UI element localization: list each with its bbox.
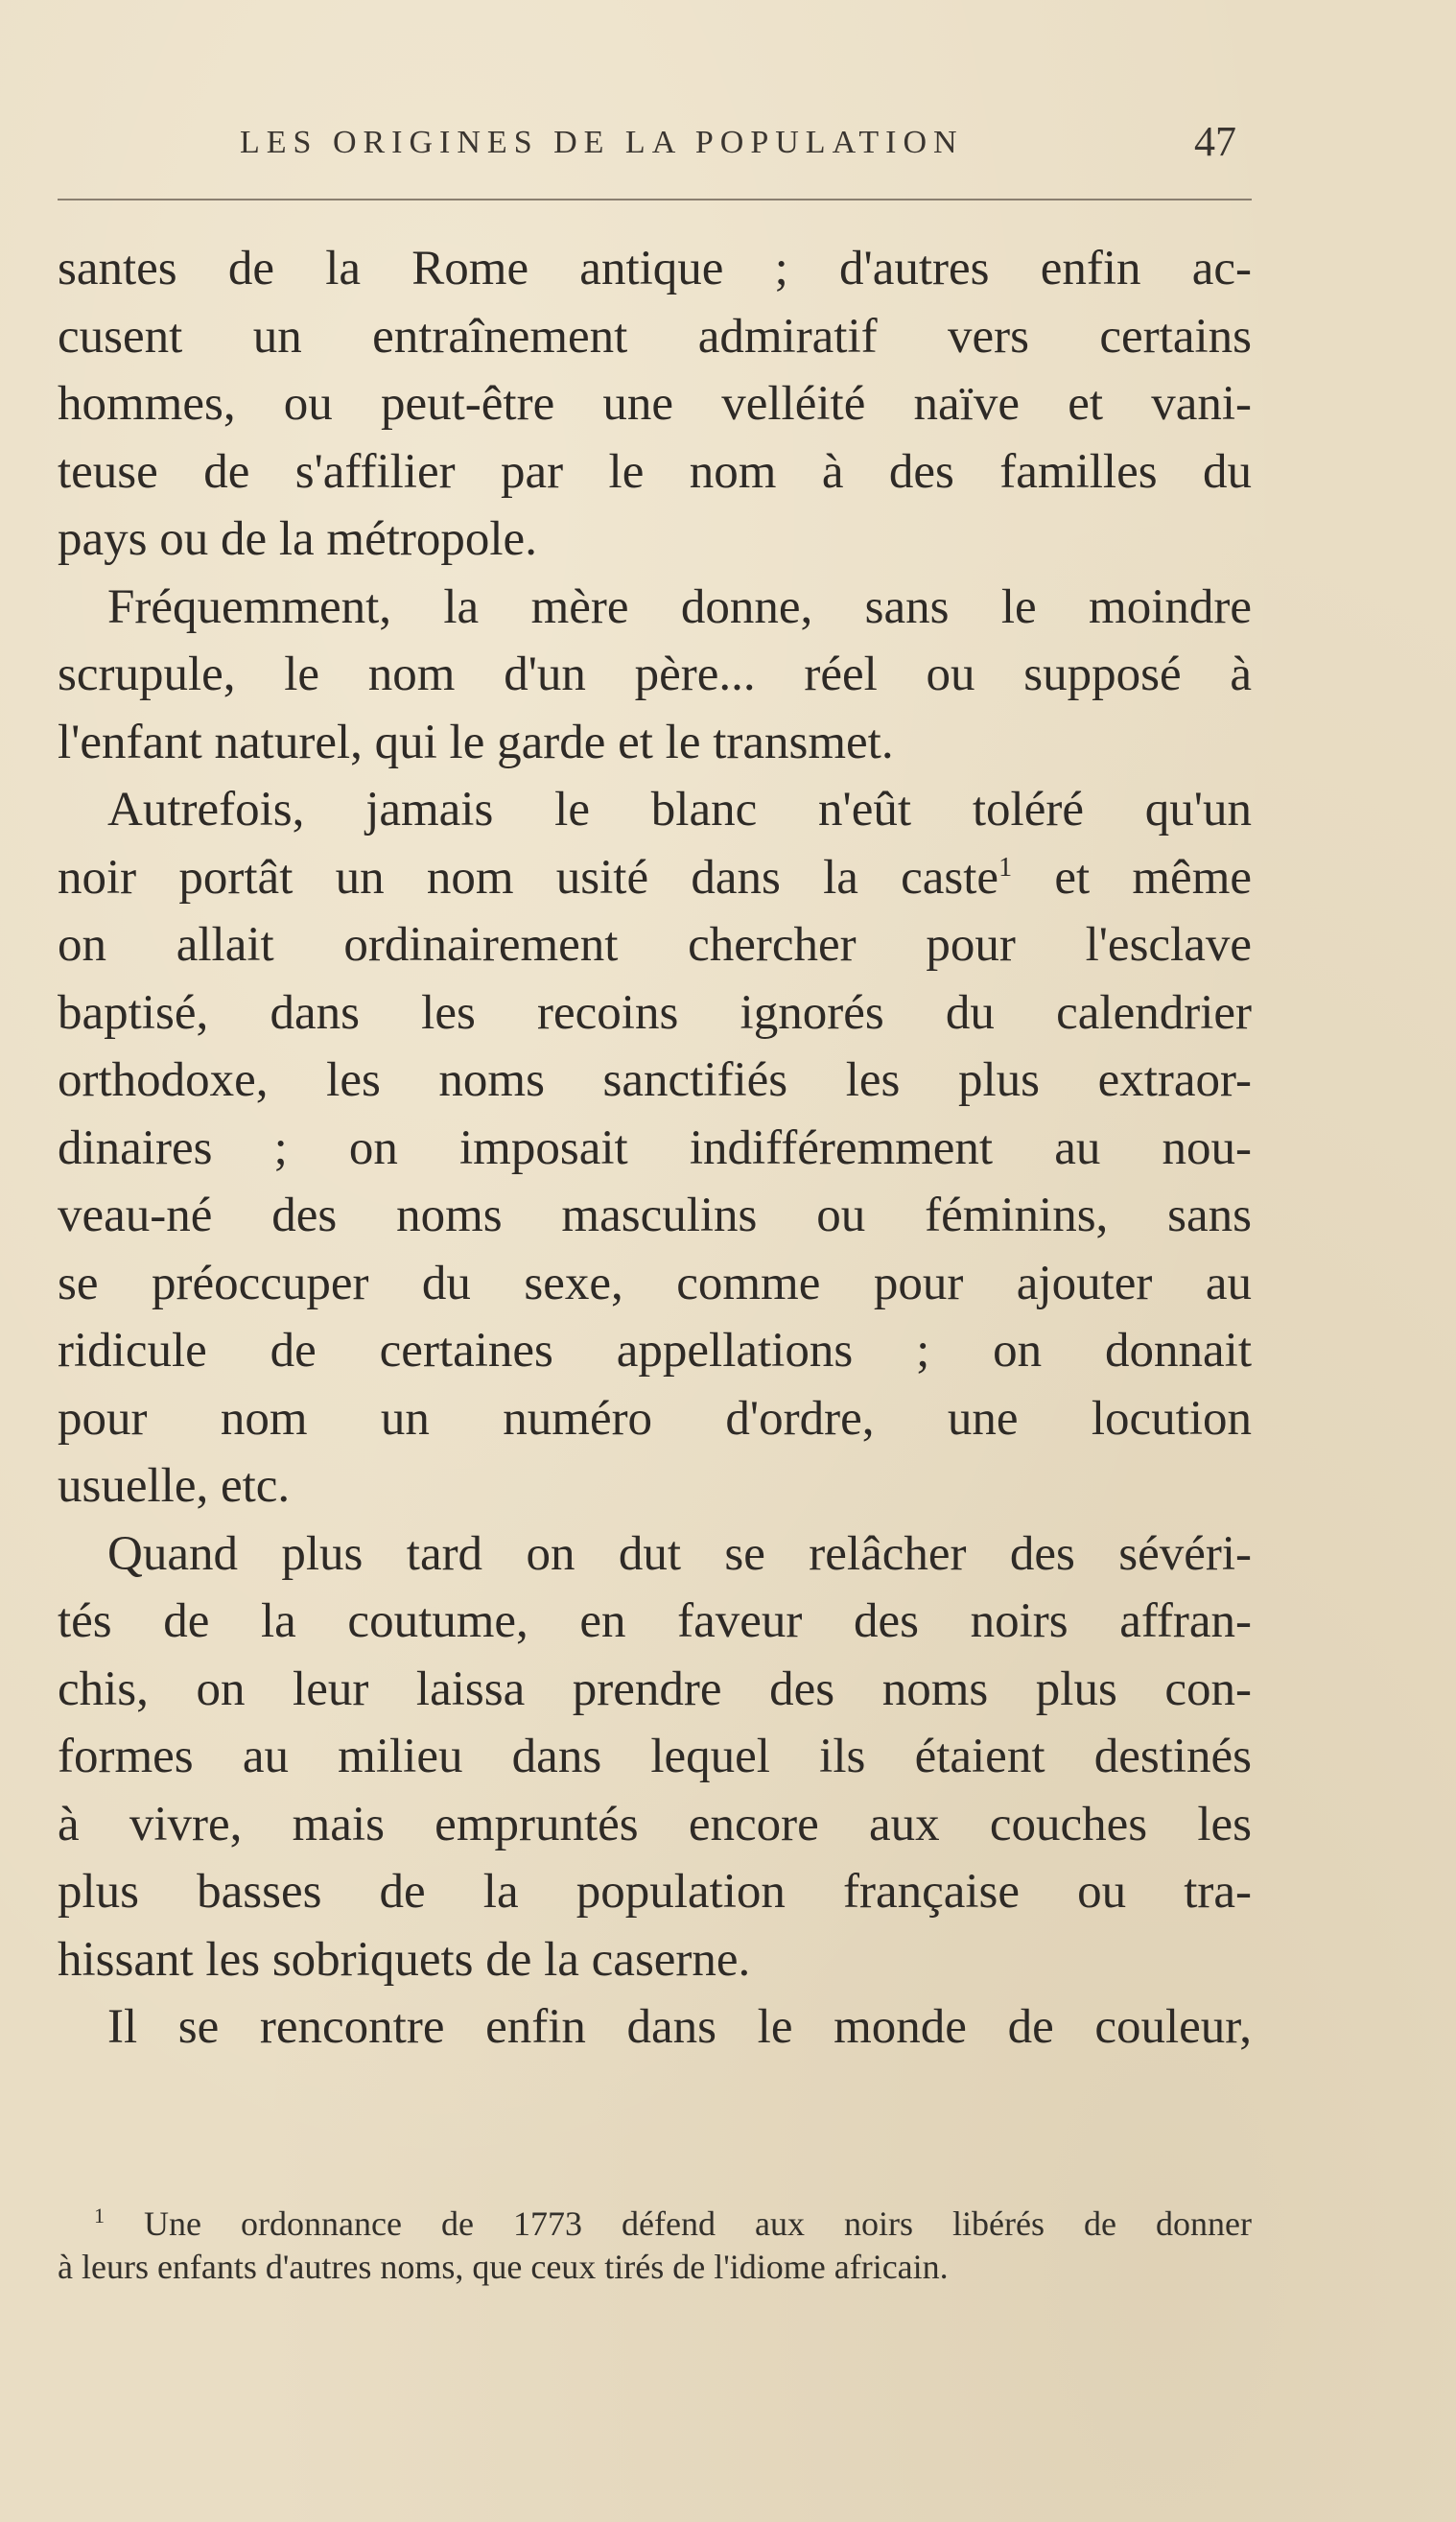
- text-line: hommes, ou peut-être une velléité naïve et vani-: [58, 377, 1252, 431]
- text-line: Fréquemment, la mère donne, sans le moindre: [107, 579, 1252, 634]
- running-title: LES ORIGINES DE LA POPULATION: [240, 125, 964, 160]
- footnote-text: Une ordonnance de 1773 défend aux noirs libérés de donner: [144, 2204, 1252, 2243]
- footnote-marker: 1: [94, 2204, 105, 2227]
- text-line: à vivre, mais empruntés encore aux couches les: [58, 1797, 1252, 1851]
- text-line: orthodoxe, les noms sanctifiés les plus extraor-: [58, 1053, 1252, 1107]
- text-line: Quand plus tard on dut se relâcher des sévéri-: [107, 1526, 1252, 1581]
- header-rule: [58, 199, 1252, 200]
- footnote-line: à leurs enfants d'autres noms, que ceux tirés de l'idiome africain.: [58, 2248, 949, 2286]
- text-line: se préoccuper du sexe, comme pour ajouter au: [58, 1256, 1252, 1310]
- text-line: pays ou de la métropole.: [58, 512, 537, 566]
- text-line: veau-né des noms masculins ou féminins, sans: [58, 1189, 1252, 1242]
- footnote-line: [58, 2203, 1252, 2246]
- text-line: santes de la Rome antique ; d'autres enfin ac-: [58, 242, 1252, 295]
- text-line: scrupule, le nom d'un père... réel ou supposé à: [58, 648, 1252, 701]
- text-line: usuelle, etc.: [58, 1459, 291, 1513]
- text-line-head: noir portât un nom usité dans la caste: [58, 850, 999, 905]
- text-line: Autrefois, jamais le blanc n'eût toléré qu'un: [107, 783, 1252, 837]
- text-line-tail: et même: [1012, 850, 1252, 905]
- text-line: hissant les sobriquets de la caserne.: [58, 1932, 751, 1987]
- text-line: plus basses de la population française ou tra-: [58, 1865, 1252, 1919]
- text-line: l'enfant naturel, qui le garde et le transmet.: [58, 715, 894, 769]
- footnote-reference: 1: [998, 852, 1013, 883]
- text-line: Il se rencontre enfin dans le monde de couleur,: [107, 2000, 1252, 2054]
- text-line: ridicule de certaines appellations ; on donnait: [58, 1324, 1252, 1378]
- text-line: on allait ordinairement chercher pour l'esclave: [58, 918, 1252, 972]
- text-line: cusent un entraînement admiratif vers certains: [58, 309, 1252, 364]
- body-text: [58, 235, 1252, 2062]
- footnote: [58, 2203, 1252, 2289]
- text-line: baptisé, dans les recoins ignorés du calendrier: [58, 985, 1252, 1040]
- page-number: 47: [1194, 118, 1236, 165]
- text-line: dinaires ; on imposait indifféremment au nou-: [58, 1120, 1252, 1175]
- text-line-with-footnote-ref: [58, 844, 1252, 912]
- text-line: pour nom un numéro d'ordre, une locution: [58, 1391, 1252, 1446]
- running-head: [58, 117, 1256, 175]
- text-line: chis, on leur laissa prendre des noms plus con-: [58, 1662, 1252, 1716]
- text-line: teuse de s'affilier par le nom à des familles du: [58, 444, 1252, 499]
- text-line: tés de la coutume, en faveur des noirs affran-: [58, 1594, 1252, 1648]
- text-line: formes au milieu dans lequel ils étaient destinés: [58, 1730, 1252, 1783]
